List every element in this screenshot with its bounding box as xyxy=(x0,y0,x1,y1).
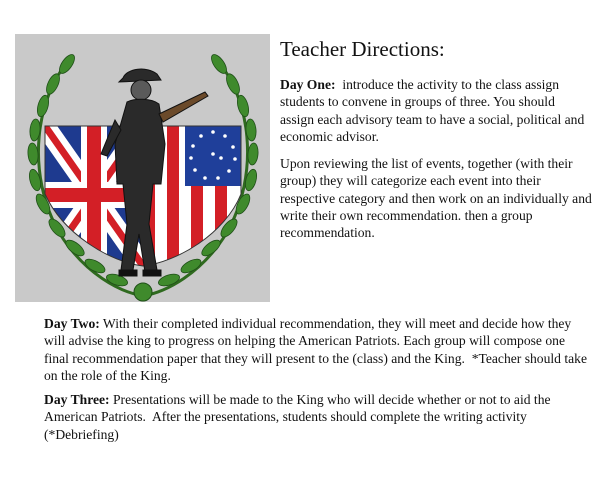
day-two-paragraph xyxy=(44,315,592,384)
day-three-paragraph xyxy=(44,391,592,443)
day-two-text: With their completed individual recommendation, they will meet and decide how they will advise the king to progress on helping the American Patriots. Each group will compose one final recommendation paper that they will present to the (class) and the King. *Teacher should take on the role of the King. xyxy=(44,316,591,383)
day-three-text: Presentations will be made to the King who will decide whether or not to aid the American Patriots. After the presentations, students should complete the writing activity (*Debriefing) xyxy=(44,392,554,442)
minuteman-emblem xyxy=(15,34,270,302)
day-one-text: introduce the activity to the class assign students to convene in groups of three. You should assign each advisory team to have a social, political and economic advisor. xyxy=(280,77,588,144)
day-three-label: Day Three: xyxy=(44,392,110,407)
review-paragraph: Upon reviewing the list of events, together (with their group) they will categorize each event into their respective category and then work on an individually and write their own recommendation. then a group recommendation. xyxy=(280,156,592,241)
day-one-label: Day One: xyxy=(280,77,336,92)
day-two-label: Day Two: xyxy=(44,316,100,331)
page-title: Teacher Directions: xyxy=(280,37,445,61)
day-one-paragraph xyxy=(280,76,592,145)
minuteman-emblem-icon xyxy=(15,34,270,302)
